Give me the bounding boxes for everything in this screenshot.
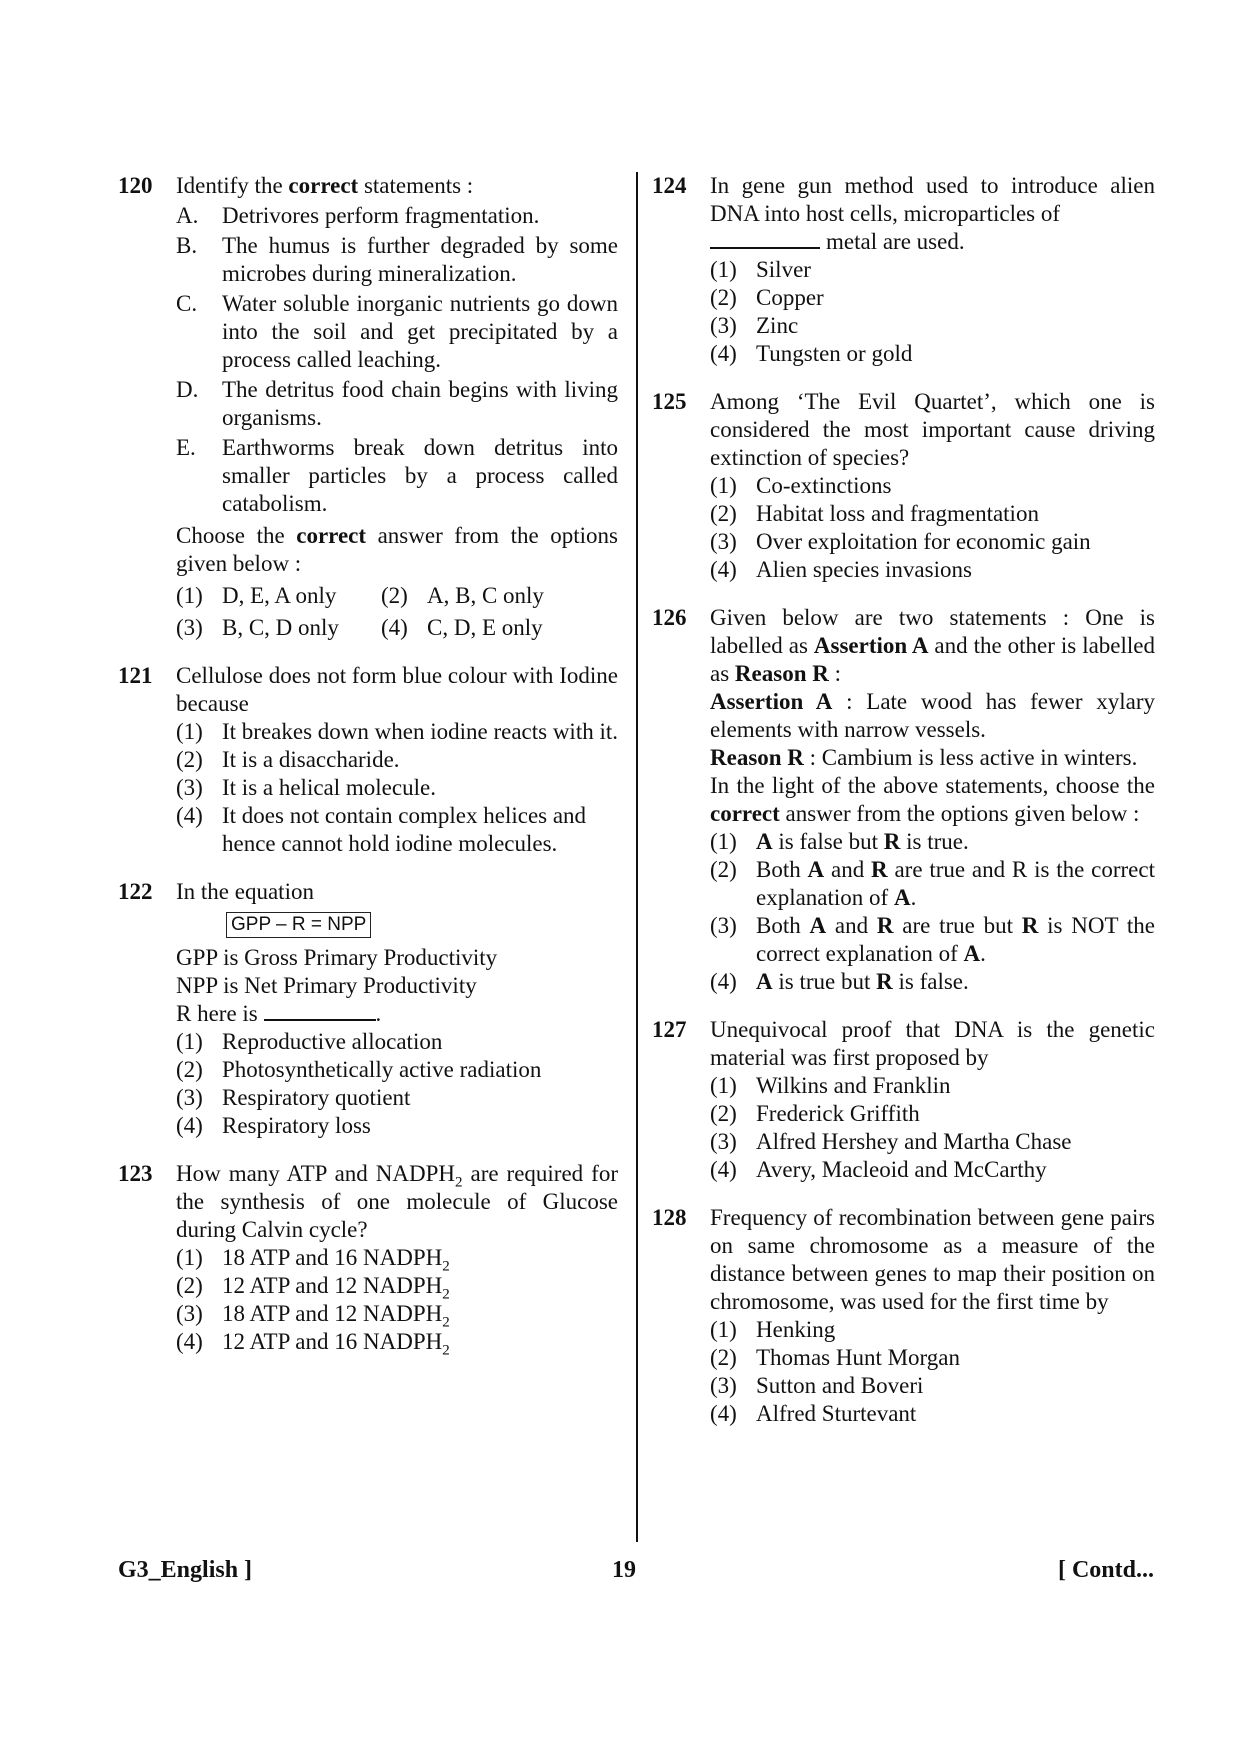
option-3[interactable]: (3) It is a helical molecule. [176,775,436,800]
option-2[interactable]: (2) Frederick Griffith [710,1101,920,1126]
choose-instruction: In the light of the above statements, choose the correct answer from the options given below : [710,773,1155,826]
choose-instruction: Choose the correct answer from the options given below : [176,523,618,576]
question-121 [118,662,618,858]
option-4[interactable]: (4) 12 ATP and 16 $NADPH_2$ [176,1329,450,1359]
option-1[interactable]: (1) It breakes down when iodine reacts with it. [176,719,618,744]
option-3[interactable]: (3) Zinc [710,313,799,338]
option-3[interactable]: (3) B, C, D only [176,615,339,640]
options-grid [176,582,618,642]
question-number: 120 [118,173,153,198]
option-3[interactable]: (3) 18 ATP and 12 $NADPH_2$ [176,1301,450,1331]
option-1[interactable]: (1) Wilkins and Franklin [710,1073,951,1098]
option-3[interactable]: (3) Respiratory quotient [176,1085,411,1110]
option-4[interactable]: (4) Tungsten or gold [710,341,913,366]
footer-continued: [ Contd... [1057,1557,1154,1583]
question-number: 122 [118,879,153,904]
option-3[interactable]: (3) Alfred Hershey and Martha Chase [710,1129,1072,1154]
footer-booklet-code: G3_English ] [118,1557,253,1583]
question-128 [652,1204,1155,1428]
definition-npp: NPP is Net Primary Productivity [176,973,477,998]
option-4[interactable]: (4) Respiratory loss [176,1113,371,1138]
question-number: 124 [652,173,687,198]
right-column [652,172,1155,1448]
question-122 [118,878,618,1140]
option-2[interactable]: (2) A, B, C only [381,583,544,608]
footer-page-number: 19 [612,1557,636,1583]
option-1[interactable]: (1) D, E, A only [176,583,337,608]
option-4[interactable]: (4) It does not contain complex helices and hence cannot hold iodine molecules. [176,803,587,856]
option-3[interactable]: (3) Both A and R are true but R is NOT the correct explanation of A. [710,913,1155,966]
option-4[interactable]: (4) Alfred Sturtevant [710,1401,917,1426]
option-2[interactable]: (2) 12 ATP and 12 $NADPH_2$ [176,1273,450,1303]
question-text: How many ATP and $NADPH_2$ are required for the synthesis of one molecule of Glucose during Calvin cycle? [176,1161,618,1242]
reason-statement: Reason R : Cambium is less active in winters. [710,745,1138,770]
question-127 [652,1016,1155,1184]
equation-box: GPP – R = NPP [226,912,371,938]
question-126 [652,604,1155,996]
option-4[interactable]: (4) Alien species invasions [710,557,972,582]
question-text: Cellulose does not form blue colour with Iodine because [176,663,618,716]
question-text: Among ‘The Evil Quartet’, which one is considered the most important cause driving extinction of species? [710,389,1155,470]
question-text: Identify the correct statements : [176,173,474,198]
question-text: In gene gun method used to introduce alien DNA into host cells, microparticles of [710,173,1155,226]
left-column [118,172,618,1376]
option-2[interactable]: (2) Copper [710,285,824,310]
option-4[interactable]: (4) C, D, E only [381,615,543,640]
option-2[interactable]: (2) It is a disaccharide. [176,747,400,772]
option-3[interactable]: (3) Over exploitation for economic gain [710,529,1091,554]
question-number: 121 [118,663,153,688]
answer-blank [264,1001,376,1021]
option-2[interactable]: (2) Both A and R are true and R is the correct explanation of A. [710,857,1155,910]
question-number: 127 [652,1017,687,1042]
question-number: 126 [652,605,687,630]
option-1[interactable]: (1) Reproductive allocation [176,1029,443,1054]
question-text: In the equation [176,879,314,904]
assertion-statement: Assertion A : Late wood has fewer xylary elements with narrow vessels. [710,689,1155,742]
statement-a: A. Detrivores perform fragmentation. [176,203,540,228]
option-2[interactable]: (2) Habitat loss and fragmentation [710,501,1039,526]
option-1[interactable]: (1) Co-extinctions [710,473,892,498]
question-number: 125 [652,389,687,414]
blank-line: metal are used. [710,228,1155,256]
option-1[interactable]: (1) 18 ATP and 16 $NADPH_2$ [176,1245,450,1275]
statement-c: C. Water soluble inorganic nutrients go down into the soil and get precipitated by a process called leaching. [176,291,618,372]
definition-gpp: GPP is Gross Primary Productivity [176,945,498,970]
statement-b: B. The humus is further degraded by some microbes during mineralization. [176,233,618,286]
question-number: 123 [118,1161,153,1186]
question-120 [118,172,618,642]
question-text: Frequency of recombination between gene pairs on same chromosome as a measure of the distance between genes to map their position on chromosome, was used for the first time by [710,1205,1155,1314]
question-125 [652,388,1155,584]
question-123 [118,1160,618,1359]
statement-d: D. The detritus food chain begins with living organisms. [176,377,618,430]
column-divider [636,172,638,1542]
option-2[interactable]: (2) Photosynthetically active radiation [176,1057,542,1082]
question-number: 128 [652,1205,687,1230]
answer-blank [710,229,820,249]
statement-e: E. Earthworms break down detritus into smaller particles by a process called catabolism. [176,435,618,516]
option-1[interactable]: (1) Henking [710,1317,836,1342]
question-124 [652,172,1155,368]
question-text: Given below are two statements : One is labelled as Assertion A and the other is labelled as Reason R : [710,605,1155,686]
option-2[interactable]: (2) Thomas Hunt Morgan [710,1345,961,1370]
option-4[interactable]: (4) A is true but R is false. [710,969,969,994]
option-1[interactable]: (1) Silver [710,257,811,282]
option-1[interactable]: (1) A is false but R is true. [710,829,969,854]
question-text: Unequivocal proof that DNA is the genetic material was first proposed by [710,1017,1155,1070]
option-3[interactable]: (3) Sutton and Boveri [710,1373,924,1398]
r-here-is-line: R here is . [176,1001,382,1026]
option-4[interactable]: (4) Avery, Macleoid and McCarthy [710,1157,1047,1182]
